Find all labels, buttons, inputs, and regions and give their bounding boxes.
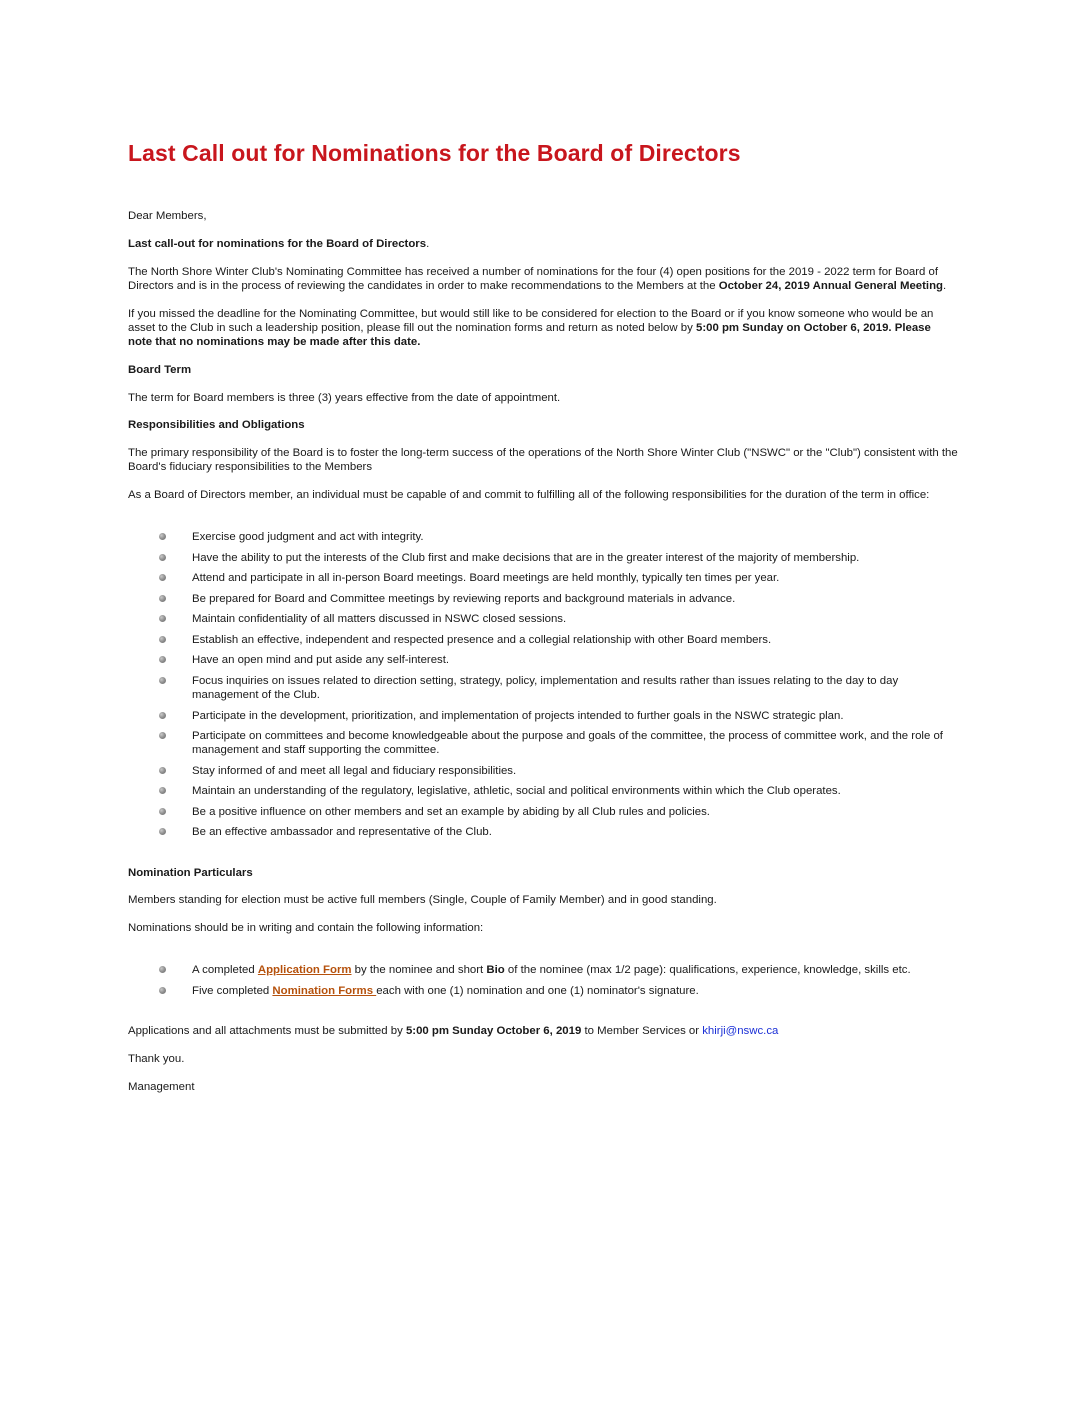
bullet-icon (159, 987, 166, 994)
list-item (128, 984, 958, 998)
item1-after: of the nominee (max 1/2 page): qualifications, experience, knowledge, skills etc. (504, 964, 911, 977)
list-item (128, 571, 958, 585)
list-item (128, 729, 958, 757)
list-item (128, 709, 958, 723)
bullet-icon (159, 732, 166, 739)
greeting: Dear Members, (128, 210, 207, 222)
bullet-icon (159, 808, 166, 815)
list-item-text: Establish an effective, independent and respected presence and a collegial relationship with other Board members. (192, 633, 772, 646)
list-item-text: Participate on committees and become knowledgeable about the purpose and goals of the committee, the process of committee work, and the role of management and staff supporting the committee. (192, 730, 943, 757)
agm-date: October 24, 2019 Annual General Meeting (718, 279, 944, 292)
list-item (128, 825, 958, 839)
list-item (128, 551, 958, 565)
bullet-icon (159, 677, 166, 684)
responsibilities-heading: Responsibilities and Obligations (128, 419, 305, 432)
closing: Thank you. (128, 1052, 185, 1065)
list-item-text: Attend and participate in all in-person Board meetings. Board meetings are held monthly, typically ten times per year. (192, 572, 780, 585)
letter-body (128, 209, 958, 1107)
subheading-period: . (426, 237, 430, 250)
list-item-text: Be an effective ambassador and representative of the Club. (192, 826, 492, 839)
list-item-text: Maintain an understanding of the regulatory, legislative, athletic, social and political environments within which the Club operates. (192, 785, 841, 798)
list-item-text: Have an open mind and put aside any self-interest. (192, 654, 450, 667)
list-item (128, 784, 958, 798)
list-item (128, 612, 958, 626)
list-item-text: Have the ability to put the interests of the Club first and make decisions that are in the greater interest of the majority of membership. (192, 551, 860, 564)
bullet-icon (159, 656, 166, 663)
list-item (128, 764, 958, 778)
bullet-icon (159, 636, 166, 643)
list-item (128, 674, 958, 702)
submission-paragraph (128, 1024, 958, 1038)
nomination-text-1: Members standing for election must be active full members (Single, Couple of Family Member) and in good standing. (128, 894, 717, 907)
responsibilities-list (128, 530, 958, 839)
bullet-icon (159, 595, 166, 602)
board-term-text: The term for Board members is three (3) years effective from the date of appointment. (128, 391, 561, 404)
subheading (128, 237, 958, 251)
list-item (128, 633, 958, 647)
list-item-text: Focus inquiries on issues related to direction setting, strategy, policy, implementation and results rather than issues relating to the day to day management of the Club. (192, 674, 899, 702)
bullet-icon (159, 533, 166, 540)
list-item-text: Be a positive influence on other members and set an example by abiding by all Club rules and policies. (192, 805, 710, 818)
list-item (128, 592, 958, 606)
intro-text: The North Shore Winter Club's Nominating Committee has received a number of nominations for the four (4) open positions for the 2019 - 2022 term for Board of Directors and is in the process of reviewing the candidates in order to make recommendations to the Members at the (128, 265, 939, 292)
nomination-forms-link[interactable]: Nomination Forms (272, 984, 377, 997)
deadline-text: If you missed the deadline for the Nominating Committee, but would still like to be considered for election to the Board or if you know someone who would be an asset to the Club in such a leadership position, please fill out the nomination forms and return as noted below by (128, 307, 934, 334)
subheading-text: Last call-out for nominations for the Board of Directors (128, 237, 427, 250)
list-item (128, 805, 958, 819)
list-item (128, 653, 958, 667)
list-item-text: Maintain confidentiality of all matters discussed in NSWC closed sessions. (192, 613, 567, 626)
bullet-icon (159, 828, 166, 835)
bullet-icon (159, 787, 166, 794)
signature: Management (128, 1080, 195, 1093)
bullet-icon (159, 554, 166, 561)
list-item (128, 963, 958, 977)
bullet-icon (159, 712, 166, 719)
nomination-heading: Nomination Particulars (128, 866, 253, 879)
nomination-requirements-list (128, 963, 958, 998)
bullet-icon (159, 574, 166, 581)
item1-middle: by the nominee and short (351, 964, 487, 977)
list-item (128, 530, 958, 544)
bio-label: Bio (486, 964, 505, 977)
bullet-icon (159, 966, 166, 973)
list-item-text: Stay informed of and meet all legal and fiduciary responsibilities. (192, 764, 517, 777)
bullet-icon (159, 767, 166, 774)
nomination-text-2: Nominations should be in writing and contain the following information: (128, 922, 484, 935)
intro-paragraph (128, 265, 958, 293)
list-item-text: Exercise good judgment and act with integrity. (192, 531, 424, 544)
board-term-heading: Board Term (128, 363, 192, 376)
email-link[interactable]: khirji@nswc.ca (702, 1025, 779, 1037)
page-title: Last Call out for Nominations for the Board of Directors (128, 140, 741, 166)
application-form-link[interactable]: Application Form (257, 964, 352, 977)
responsibilities-text-1: The primary responsibility of the Board is to foster the long-term success of the operations of the North Shore Winter Club ("NSWC" or the "Club") consistent with the Board's fiduciary responsibilities to the Members (128, 447, 958, 474)
submission-before: Applications and all attachments must be submitted by (128, 1025, 406, 1037)
intro-end: . (943, 279, 947, 292)
deadline-date: 5:00 pm Sunday on October 6, 2019. Please note that no nominations may be made after this date. (128, 321, 931, 348)
deadline-paragraph (128, 307, 958, 350)
submission-middle: to Member Services or (581, 1025, 703, 1037)
list-item-text: Be prepared for Board and Committee meetings by reviewing reports and background materials in advance. (192, 592, 736, 605)
bullet-icon (159, 615, 166, 622)
item2-after: each with one (1) nomination and one (1) nominator's signature. (376, 984, 699, 997)
submission-deadline: 5:00 pm Sunday October 6, 2019 (405, 1025, 582, 1037)
responsibilities-text-2: As a Board of Directors member, an individual must be capable of and commit to fulfilling all of the following responsibilities for the duration of the term in office: (128, 489, 930, 502)
item1-before: A completed (192, 964, 258, 977)
list-item-text: Participate in the development, prioritization, and implementation of projects intended to further goals in the NSWC strategic plan. (192, 709, 844, 722)
item2-before: Five completed (192, 984, 273, 997)
